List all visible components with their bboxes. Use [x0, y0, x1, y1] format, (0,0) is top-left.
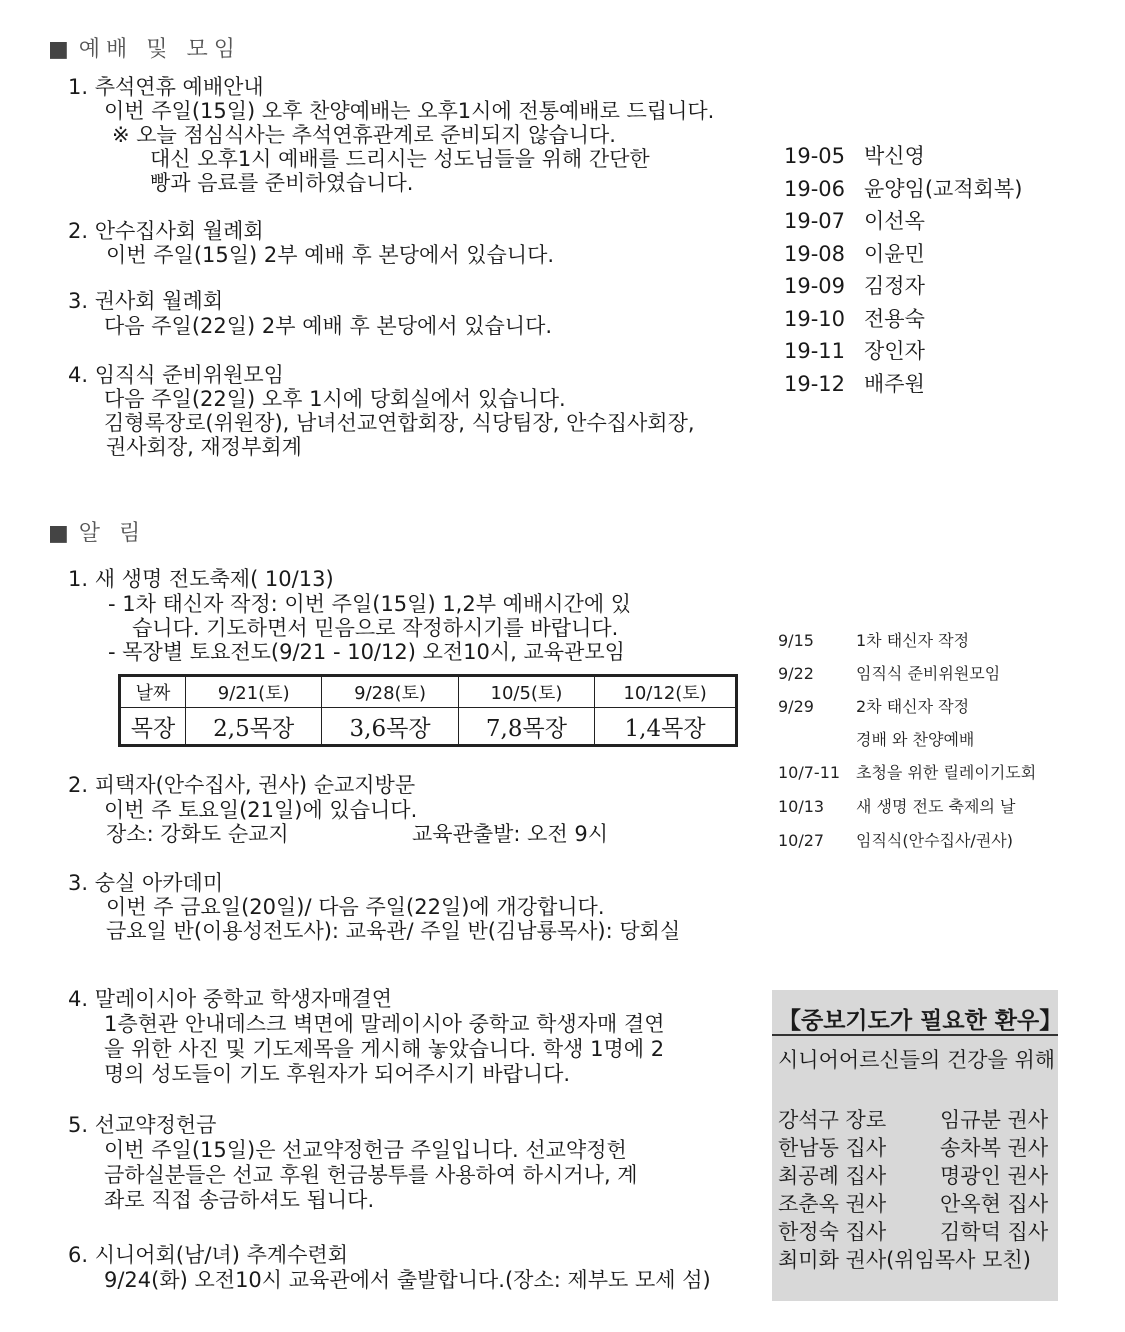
table-cell: 10/5(토) — [458, 676, 594, 708]
item-title: 6. 시니어회(남/녀) 추계수련회 — [68, 1243, 348, 1267]
list-item: 최미화 권사(위임목사 모친) — [778, 1248, 1031, 1272]
square-bullet-icon: ■ — [48, 37, 69, 62]
table-cell: 9/21(토) — [186, 676, 322, 708]
table-row — [120, 676, 737, 708]
item-title: 4. 임직식 준비위원모임 — [68, 363, 284, 387]
item-line: 명의 성도들이 기도 후원자가 되어주시기 바랍니다. — [104, 1062, 571, 1086]
item-title: 2. 피택자(안수집사, 권사) 순교지방문 — [68, 773, 416, 797]
item-line: 교육관출발: 오전 9시 — [412, 822, 609, 846]
item-line: 다음 주일(22일) 2부 예배 후 본당에서 있습니다. — [104, 314, 553, 338]
item-line: 이번 주일(15일) 2부 예배 후 본당에서 있습니다. — [106, 243, 555, 267]
section-heading-worship: ■ 예배 및 모임 — [48, 37, 242, 62]
item-line: 을 위한 사진 및 기도제목을 게시해 놓았습니다. 학생 1명에 2 — [104, 1037, 665, 1061]
item-title: 3. 숭실 아카데미 — [68, 871, 224, 895]
list-item: 19-09 김정자 — [784, 274, 925, 298]
item-line: 다음 주일(22일) 오후 1시에 당회실에서 있습니다. — [104, 387, 566, 411]
list-item: 19-10 전용숙 — [784, 306, 925, 331]
schedule-item: 10/7-11 초청을 위한 릴레이기도회 — [778, 763, 1037, 782]
list-item: 19-05 박신영 — [784, 144, 925, 168]
item-line: 권사회장, 재정부회계 — [106, 435, 302, 459]
item-title: 1. 새 생명 전도축제( 10/13) — [68, 567, 334, 591]
list-item: 강석구 장로 임규분 권사 — [778, 1108, 1049, 1132]
item-line: 9/24(화) 오전10시 교육관에서 출발합니다.(장소: 제부도 모세 섬) — [104, 1268, 711, 1292]
table-cell: 목장 — [120, 708, 186, 746]
list-item: 19-07 이선옥 — [784, 209, 925, 233]
item-line: 금요일 반(이용성전도사): 교육관/ 주일 반(김남룡목사): 당회실 — [106, 919, 681, 943]
item-line: 1층현관 안내데스크 벽면에 말레이시아 중학교 학생자매 결연 — [104, 1012, 665, 1036]
list-item: 19-11 장인자 — [784, 339, 925, 363]
item-line: 습니다. 기도하면서 믿음으로 작정하시기를 바랍니다. — [132, 616, 619, 640]
item-line: 대신 오후1시 예배를 드리시는 성도님들을 위해 간단한 — [150, 147, 650, 171]
item-line: ※ 오늘 점심식사는 추석연휴관계로 준비되지 않습니다. — [112, 123, 616, 147]
prayer-box-title: 【중보기도가 필요한 환우】 — [778, 1008, 1063, 1034]
schedule-item: 10/27 임직식(안수집사/권사) — [778, 831, 1013, 850]
list-item: 19-06 윤양임(교적회복) — [784, 176, 1023, 201]
item-line: 좌로 직접 송금하셔도 됩니다. — [104, 1188, 375, 1212]
list-item: 한남동 집사 송차복 권사 — [778, 1136, 1049, 1160]
prayer-name-list — [778, 1106, 1048, 1274]
prayer-request-box — [772, 990, 1063, 1301]
item-line: 이번 주 금요일(20일)/ 다음 주일(22일)에 개강합니다. — [106, 895, 605, 919]
schedule-item: 경배 와 찬양예배 — [856, 730, 975, 749]
item-title: 2. 안수집사회 월례회 — [68, 219, 264, 243]
item-line: - 목장별 토요전도(9/21 - 10/12) 오전10시, 교육관모임 — [108, 640, 625, 664]
item-title: 5. 선교약정헌금 — [68, 1113, 217, 1137]
table-cell: 7,8목장 — [458, 708, 594, 746]
schedule-item: 9/15 1차 태신자 작정 — [778, 631, 970, 650]
table-row — [120, 708, 737, 746]
list-item: 최공례 집사 명광인 권사 — [778, 1164, 1049, 1188]
table-cell: 9/28(토) — [322, 676, 458, 708]
item-title: 4. 말레이시아 중학교 학생자매결연 — [68, 987, 393, 1011]
item-line: 이번 주 토요일(21일)에 있습니다. — [104, 798, 418, 822]
list-item: 19-08 이윤민 — [784, 241, 925, 266]
item-line: 빵과 음료를 준비하였습니다. — [150, 171, 414, 195]
schedule-item: 10/13 새 생명 전도 축제의 날 — [778, 797, 1016, 816]
list-item: 조춘옥 권사 안옥현 집사 — [778, 1192, 1049, 1216]
prayer-box-subtitle: 시니어어르신들의 건강을 위해 — [772, 1034, 1058, 1074]
list-item: 한정숙 집사 김학덕 집사 — [778, 1220, 1049, 1244]
table-cell: 날짜 — [120, 676, 186, 708]
schedule-item: 9/29 2차 태신자 작정 — [778, 697, 970, 716]
item-line: 김형록장로(위원장), 남녀선교연합회장, 식당팀장, 안수집사회장, — [104, 411, 695, 435]
item-line: - 1차 태신자 작정: 이번 주일(15일) 1,2부 예배시간에 있 — [108, 592, 632, 616]
table-cell: 2,5목장 — [186, 708, 322, 746]
outreach-schedule-table — [118, 674, 738, 747]
section-heading-notice: ■ 알 림 — [48, 521, 147, 546]
item-title: 1. 추석연휴 예배안내 — [68, 75, 264, 99]
schedule-item: 9/22 임직식 준비위원모임 — [778, 664, 1001, 683]
item-line: 이번 주일(15일)은 선교약정헌금 주일입니다. 선교약정헌 — [104, 1138, 627, 1162]
item-line: 금하실분들은 선교 후원 헌금봉투를 사용하여 하시거나, 계 — [104, 1163, 638, 1187]
list-item: 19-12 배주원 — [784, 371, 925, 396]
table-cell: 10/12(토) — [595, 676, 737, 708]
square-bullet-icon: ■ — [48, 521, 69, 546]
table-cell: 3,6목장 — [322, 708, 458, 746]
item-title: 3. 권사회 월례회 — [68, 289, 224, 313]
item-line: 이번 주일(15일) 오후 찬양예배는 오후1시에 전통예배로 드립니다. — [104, 99, 715, 123]
schedule-list — [778, 628, 1036, 862]
item-line: 장소: 강화도 순교지 — [106, 822, 289, 846]
new-member-list — [784, 140, 1022, 400]
table-cell: 1,4목장 — [595, 708, 737, 746]
